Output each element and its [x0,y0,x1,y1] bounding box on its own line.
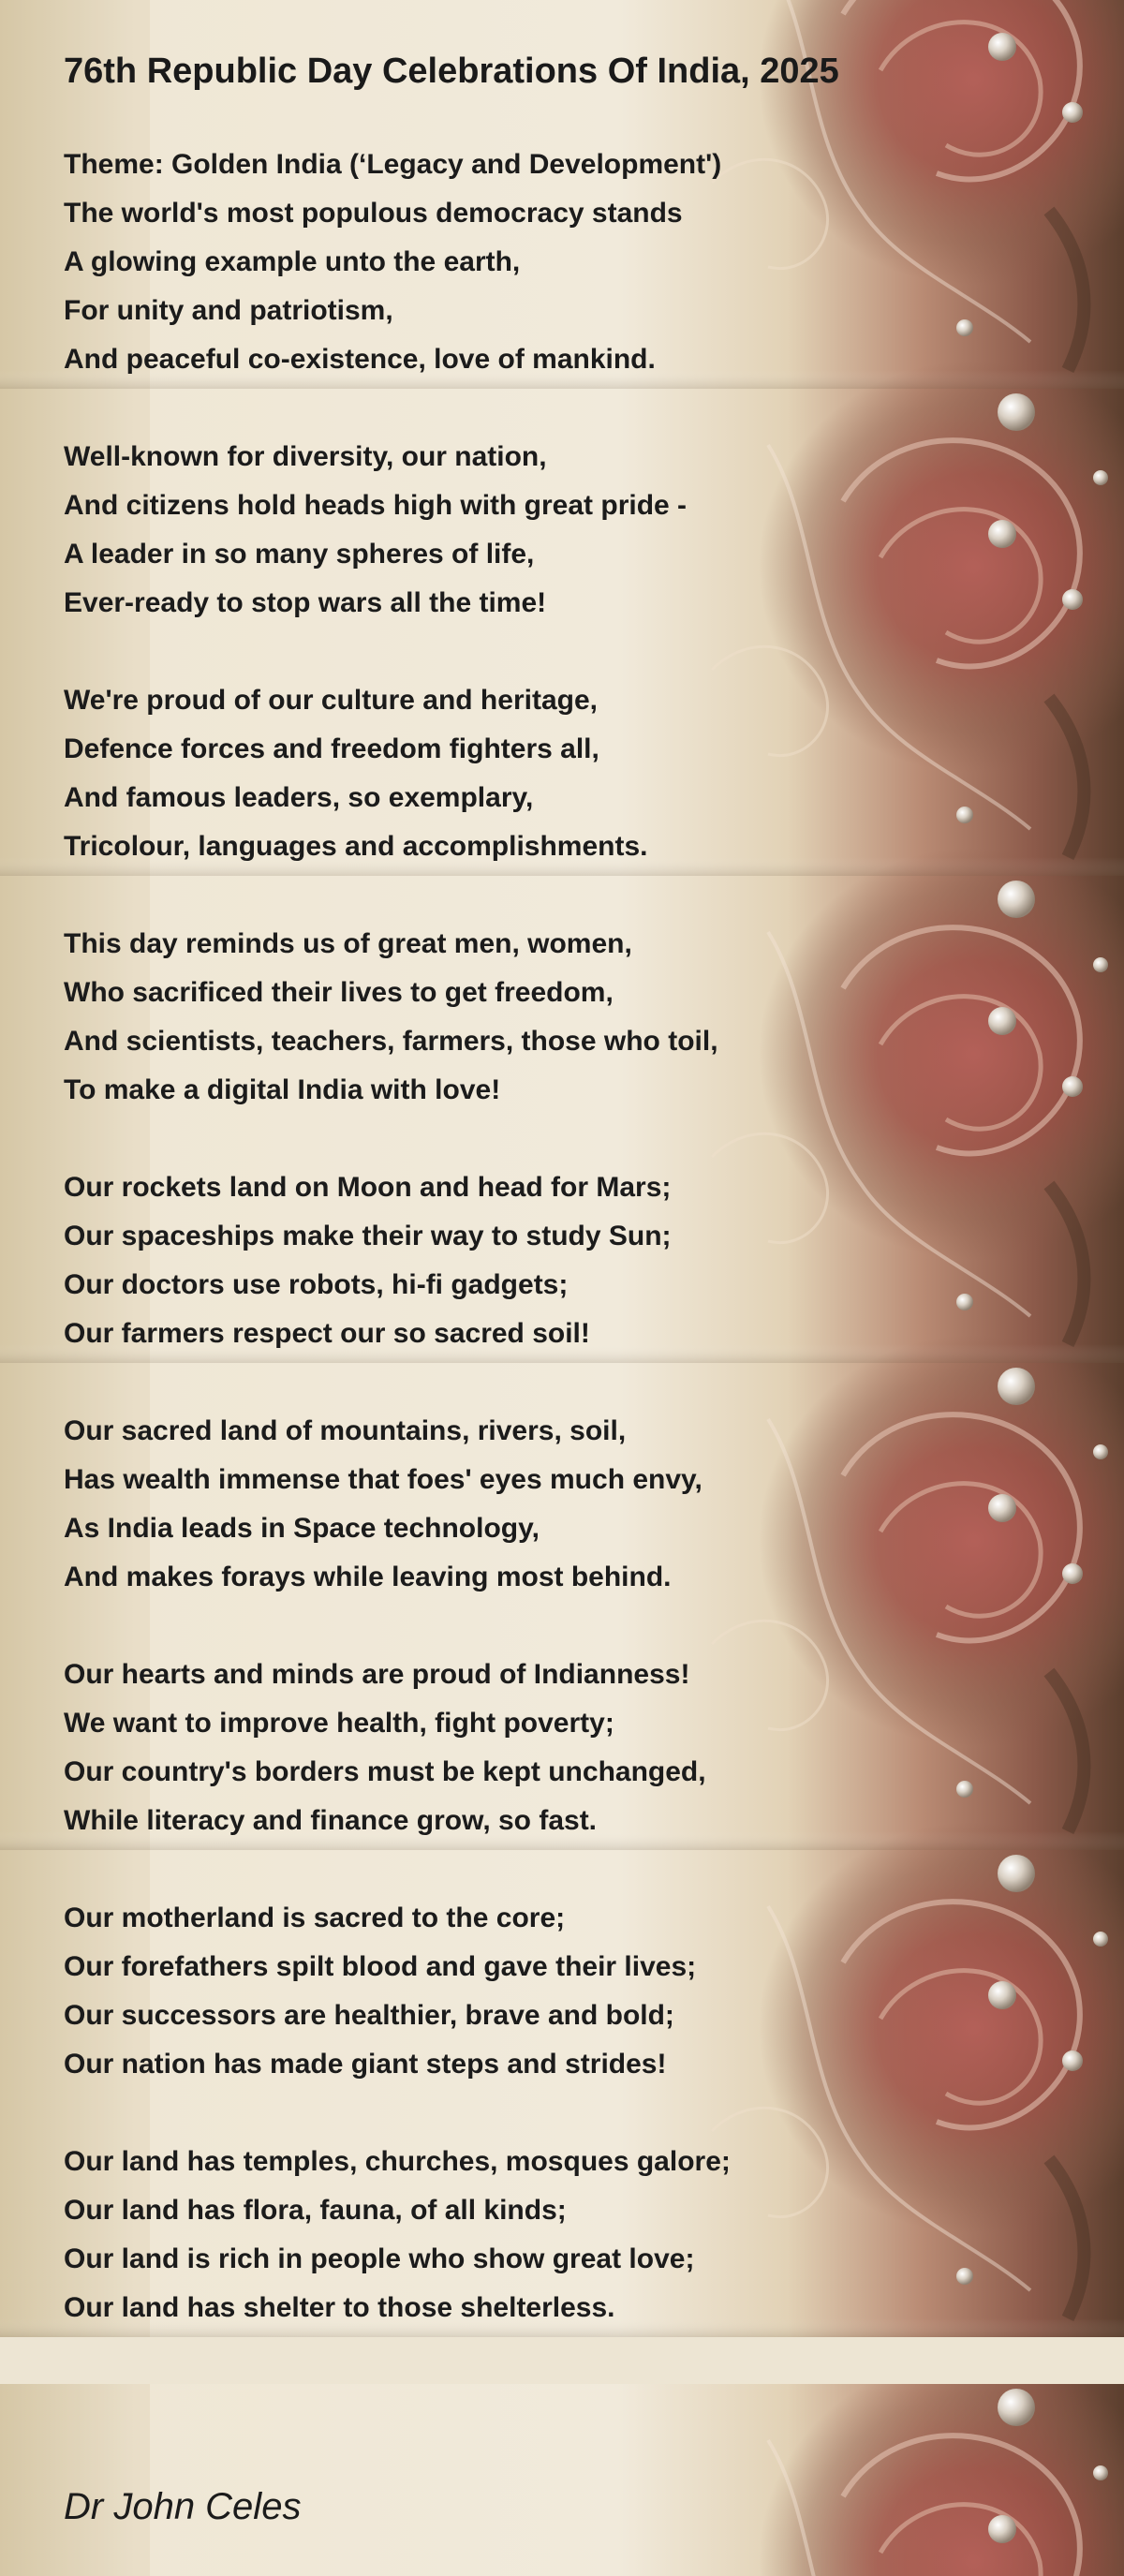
poem-line: Our spaceships make their way to study Sun; [64,1221,672,1251]
poem-line: Tricolour, languages and accomplishments. [64,831,648,862]
poem-line: A glowing example unto the earth, [64,246,521,277]
stanza-break [64,628,907,676]
poem-line: Our land has flora, fauna, of all kinds; [64,2195,567,2226]
poem-line: Our motherland is sacred to the core; [64,1902,566,1933]
poem-line: Theme: Golden India (‘Legacy and Development') [64,149,722,180]
stanza-break [64,871,907,920]
poem-line: This day reminds us of great men, women, [64,928,632,959]
poem-line: Our nation has made giant steps and strides! [64,2049,667,2080]
poem-line: A leader in so many spheres of life, [64,539,535,570]
stanza-break [64,2089,907,2138]
poem-line: Our land is rich in people who show great love; [64,2243,695,2274]
poem-title: 76th Republic Day Celebrations Of India, 2025 [64,52,839,91]
poem-line: While literacy and finance grow, so fast. [64,1805,598,1836]
poem-line: And makes forays while leaving most behind. [64,1562,672,1592]
poem-line: Defence forces and freedom fighters all, [64,733,599,764]
poem-body [64,141,907,2332]
poem-line: For unity and patriotism, [64,295,393,326]
poem-line: To make a digital India with love! [64,1074,501,1105]
poem-line: Well-known for diversity, our nation, [64,441,547,472]
poem-line: Our farmers respect our so sacred soil! [64,1318,590,1349]
poem-line: The world's most populous democracy stands [64,198,683,229]
poem-line: Our land has temples, churches, mosques galore; [64,2146,731,2177]
poem-line: Ever-ready to stop wars all the time! [64,587,547,618]
poem-line: We want to improve health, fight poverty; [64,1708,614,1739]
poem-line: Our rockets land on Moon and head for Mars; [64,1172,672,1203]
poem-line: Our doctors use robots, hi-fi gadgets; [64,1269,569,1300]
poem-line: And famous leaders, so exemplary, [64,782,534,813]
stanza-break [64,1115,907,1163]
poem-line: Our land has shelter to those shelterless. [64,2292,615,2323]
poem-line: Who sacrificed their lives to get freedom, [64,977,614,1008]
stanza-break [64,1358,907,1407]
poem-line: Our hearts and minds are proud of Indianness! [64,1659,690,1690]
stanza-break [64,1602,907,1651]
stanza-break [64,1845,907,1894]
poem-line: And citizens hold heads high with great pride - [64,490,688,521]
poem-line: Our country's borders must be kept unchanged, [64,1756,706,1787]
stanza-break [64,384,907,433]
poem-line: Our sacred land of mountains, rivers, soil, [64,1415,627,1446]
poem-line: As India leads in Space technology, [64,1513,540,1544]
poem-line: And peaceful co-existence, love of mankind. [64,344,656,375]
poem-line: We're proud of our culture and heritage, [64,685,598,716]
poem-line: Our successors are healthier, brave and bold; [64,2000,674,2031]
poem-line: Our forefathers spilt blood and gave their lives; [64,1951,697,1982]
poem-author: Dr John Celes [64,2486,302,2527]
poem-line: Has wealth immense that foes' eyes much envy, [64,1464,702,1495]
poem-line: And scientists, teachers, farmers, those who toil, [64,1026,718,1057]
